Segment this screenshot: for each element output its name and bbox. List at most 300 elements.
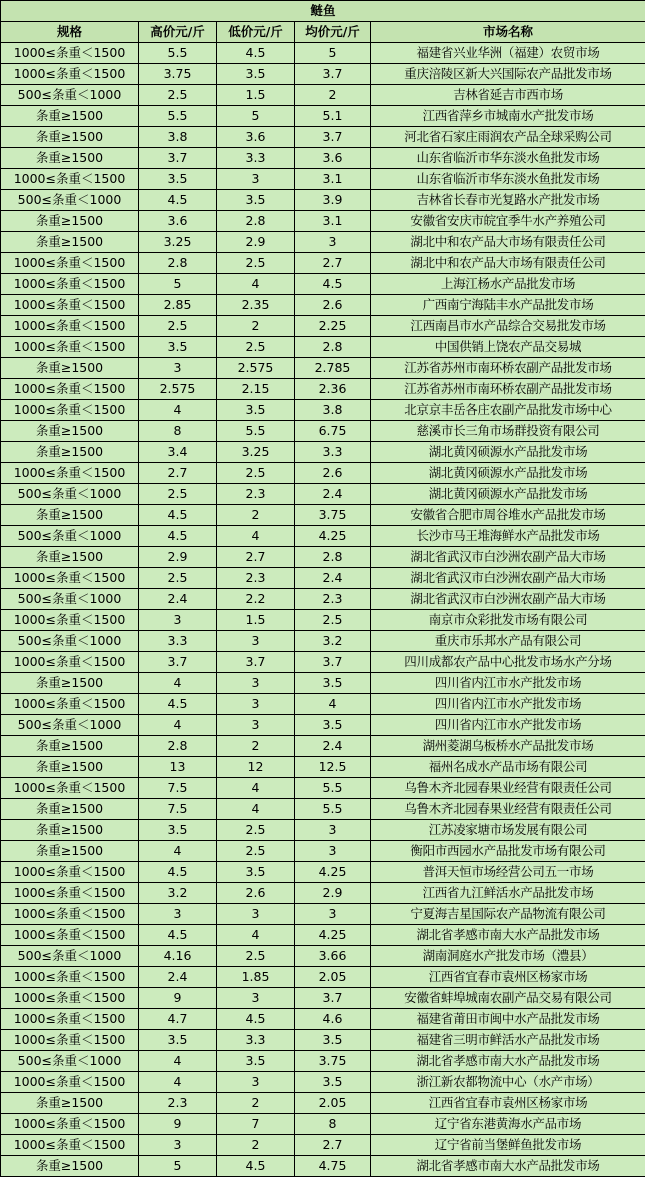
cell-market-name: 乌鲁木齐北园春果业经营有限责任公司: [371, 778, 645, 799]
cell-spec: 1000≤条重＜1500: [1, 379, 139, 400]
cell-market-name: 上海江杨水产品批发市场: [371, 274, 645, 295]
cell-avg-price: 2.4: [295, 484, 371, 505]
cell-avg-price: 3.5: [295, 1030, 371, 1051]
cell-market-name: 辽宁省东港黄海水产品市场: [371, 1114, 645, 1135]
cell-high-price: 4: [139, 673, 217, 694]
cell-low-price: 1.5: [217, 610, 295, 631]
cell-high-price: 4.5: [139, 862, 217, 883]
table-row: [1, 337, 645, 358]
cell-low-price: 2.5: [217, 463, 295, 484]
cell-high-price: 8: [139, 421, 217, 442]
cell-market-name: 湖北省武汉市白沙洲农副产品大市场: [371, 547, 645, 568]
cell-avg-price: 3.1: [295, 169, 371, 190]
cell-avg-price: 2.6: [295, 463, 371, 484]
cell-market-name: 四川省内江市水产批发市场: [371, 715, 645, 736]
table-row: [1, 631, 645, 652]
cell-market-name: 河北省石家庄雨润农产品全球采购公司: [371, 127, 645, 148]
table-row: [1, 757, 645, 778]
table-row: [1, 442, 645, 463]
cell-avg-price: 4.25: [295, 862, 371, 883]
cell-high-price: 4: [139, 715, 217, 736]
cell-spec: 1000≤条重＜1500: [1, 568, 139, 589]
cell-low-price: 2.3: [217, 568, 295, 589]
cell-market-name: 普洱天恒市场经营公司五一市场: [371, 862, 645, 883]
cell-market-name: 四川省内江市水产批发市场: [371, 694, 645, 715]
cell-avg-price: 2: [295, 85, 371, 106]
cell-high-price: 3.7: [139, 148, 217, 169]
table-row: [1, 988, 645, 1009]
cell-avg-price: 3.5: [295, 673, 371, 694]
table-row: [1, 106, 645, 127]
cell-low-price: 3: [217, 631, 295, 652]
cell-spec: 500≤条重＜1000: [1, 484, 139, 505]
cell-market-name: 南京市众彩批发市场有限公司: [371, 610, 645, 631]
cell-spec: 1000≤条重＜1500: [1, 925, 139, 946]
cell-spec: 1000≤条重＜1500: [1, 862, 139, 883]
cell-high-price: 4.5: [139, 694, 217, 715]
cell-avg-price: 2.25: [295, 316, 371, 337]
cell-low-price: 2.5: [217, 253, 295, 274]
cell-market-name: 四川省内江市水产批发市场: [371, 673, 645, 694]
cell-low-price: 3: [217, 715, 295, 736]
cell-spec: 条重≥1500: [1, 736, 139, 757]
cell-market-name: 江苏省苏州市南环桥农副产品批发市场: [371, 379, 645, 400]
cell-high-price: 3.5: [139, 169, 217, 190]
cell-high-price: 4: [139, 1072, 217, 1093]
table-row: [1, 883, 645, 904]
cell-market-name: 重庆涪陵区新大兴国际农产品批发市场: [371, 64, 645, 85]
cell-market-name: 广西南宁海陆丰水产品批发市场: [371, 295, 645, 316]
table-row: [1, 694, 645, 715]
cell-low-price: 2.8: [217, 211, 295, 232]
table-row: [1, 799, 645, 820]
cell-spec: 条重≥1500: [1, 358, 139, 379]
cell-avg-price: 2.7: [295, 1135, 371, 1156]
cell-market-name: 浙江新农都物流中心（水产市场）: [371, 1072, 645, 1093]
cell-market-name: 湖北省孝感市南大水产品批发市场: [371, 1051, 645, 1072]
cell-market-name: 重庆市乐邦水产品有限公司: [371, 631, 645, 652]
cell-high-price: 2.575: [139, 379, 217, 400]
cell-avg-price: 3.66: [295, 946, 371, 967]
cell-avg-price: 3.75: [295, 1051, 371, 1072]
cell-market-name: 福州名成水产品市场有限公司: [371, 757, 645, 778]
cell-high-price: 4.5: [139, 925, 217, 946]
cell-spec: 1000≤条重＜1500: [1, 883, 139, 904]
cell-low-price: 3.5: [217, 64, 295, 85]
cell-avg-price: 5.1: [295, 106, 371, 127]
header-low-price: 低价元/斤: [217, 22, 295, 43]
cell-low-price: 4.5: [217, 1156, 295, 1177]
cell-avg-price: 3.2: [295, 631, 371, 652]
table-row: [1, 652, 645, 673]
cell-high-price: 7.5: [139, 799, 217, 820]
cell-high-price: 4.5: [139, 505, 217, 526]
cell-avg-price: 3: [295, 904, 371, 925]
cell-spec: 条重≥1500: [1, 505, 139, 526]
cell-market-name: 宁夏海吉星国际农产品物流有限公司: [371, 904, 645, 925]
table-row: [1, 904, 645, 925]
cell-avg-price: 2.05: [295, 967, 371, 988]
table-row: [1, 1030, 645, 1051]
cell-avg-price: 3.5: [295, 715, 371, 736]
cell-spec: 1000≤条重＜1500: [1, 169, 139, 190]
cell-avg-price: 2.36: [295, 379, 371, 400]
cell-high-price: 2.5: [139, 568, 217, 589]
cell-spec: 1000≤条重＜1500: [1, 64, 139, 85]
cell-market-name: 衡阳市西园水产品批发市场有限公司: [371, 841, 645, 862]
cell-avg-price: 3: [295, 841, 371, 862]
cell-high-price: 13: [139, 757, 217, 778]
table-row: [1, 211, 645, 232]
cell-high-price: 2.7: [139, 463, 217, 484]
table-row: [1, 673, 645, 694]
cell-high-price: 2.3: [139, 1093, 217, 1114]
cell-spec: 1000≤条重＜1500: [1, 988, 139, 1009]
cell-market-name: 山东省临沂市华东淡水鱼批发市场: [371, 169, 645, 190]
cell-low-price: 2: [217, 1135, 295, 1156]
table-row: [1, 1156, 645, 1177]
cell-high-price: 5.5: [139, 106, 217, 127]
table-row: [1, 85, 645, 106]
cell-spec: 条重≥1500: [1, 421, 139, 442]
cell-low-price: 2.2: [217, 589, 295, 610]
title-row: [1, 1, 645, 22]
cell-market-name: 湖北省武汉市白沙洲农副产品大市场: [371, 589, 645, 610]
table-row: [1, 946, 645, 967]
cell-low-price: 5.5: [217, 421, 295, 442]
cell-spec: 1000≤条重＜1500: [1, 43, 139, 64]
cell-avg-price: 3.1: [295, 211, 371, 232]
cell-high-price: 4: [139, 400, 217, 421]
cell-spec: 1000≤条重＜1500: [1, 400, 139, 421]
cell-market-name: 湖北黄冈硕源水产品批发市场: [371, 463, 645, 484]
cell-low-price: 3: [217, 673, 295, 694]
cell-market-name: 吉林省延吉市西市场: [371, 85, 645, 106]
cell-high-price: 9: [139, 1114, 217, 1135]
cell-spec: 500≤条重＜1000: [1, 1051, 139, 1072]
cell-high-price: 4.5: [139, 190, 217, 211]
cell-avg-price: 3: [295, 232, 371, 253]
table-row: [1, 1114, 645, 1135]
cell-market-name: 中国供销上饶农产品交易城: [371, 337, 645, 358]
table-row: [1, 1072, 645, 1093]
table-row: [1, 505, 645, 526]
cell-spec: 条重≥1500: [1, 232, 139, 253]
cell-avg-price: 2.8: [295, 337, 371, 358]
table-row: [1, 421, 645, 442]
cell-high-price: 3.4: [139, 442, 217, 463]
header-spec: 规格: [1, 22, 139, 43]
cell-low-price: 2.3: [217, 484, 295, 505]
cell-high-price: 3.6: [139, 211, 217, 232]
cell-spec: 500≤条重＜1000: [1, 589, 139, 610]
cell-high-price: 3.8: [139, 127, 217, 148]
table-row: [1, 232, 645, 253]
cell-low-price: 1.85: [217, 967, 295, 988]
cell-spec: 条重≥1500: [1, 547, 139, 568]
cell-high-price: 3: [139, 610, 217, 631]
cell-spec: 1000≤条重＜1500: [1, 1114, 139, 1135]
cell-low-price: 2.5: [217, 820, 295, 841]
cell-high-price: 2.85: [139, 295, 217, 316]
cell-avg-price: 3.8: [295, 400, 371, 421]
cell-low-price: 2: [217, 736, 295, 757]
table-row: [1, 589, 645, 610]
cell-spec: 1000≤条重＜1500: [1, 1135, 139, 1156]
table-row: [1, 1093, 645, 1114]
table-row: [1, 820, 645, 841]
cell-avg-price: 2.05: [295, 1093, 371, 1114]
cell-avg-price: 2.6: [295, 295, 371, 316]
cell-low-price: 4: [217, 799, 295, 820]
cell-spec: 1000≤条重＜1500: [1, 337, 139, 358]
cell-market-name: 江苏凌家塘市场发展有限公司: [371, 820, 645, 841]
table-row: [1, 295, 645, 316]
cell-spec: 500≤条重＜1000: [1, 715, 139, 736]
cell-high-price: 2.8: [139, 736, 217, 757]
header-row: [1, 22, 645, 43]
cell-spec: 1000≤条重＜1500: [1, 1009, 139, 1030]
cell-low-price: 3: [217, 1072, 295, 1093]
cell-avg-price: 3.9: [295, 190, 371, 211]
cell-high-price: 2.4: [139, 589, 217, 610]
cell-avg-price: 5.5: [295, 799, 371, 820]
cell-high-price: 4.16: [139, 946, 217, 967]
cell-avg-price: 3.7: [295, 127, 371, 148]
cell-high-price: 3.75: [139, 64, 217, 85]
cell-market-name: 福建省三明市鲜活水产品批发市场: [371, 1030, 645, 1051]
table-row: [1, 1051, 645, 1072]
cell-spec: 1000≤条重＜1500: [1, 610, 139, 631]
cell-high-price: 7.5: [139, 778, 217, 799]
cell-high-price: 5: [139, 274, 217, 295]
cell-market-name: 山东省临沂市华东淡水鱼批发市场: [371, 148, 645, 169]
cell-market-name: 北京京丰岳各庄农副产品批发市场中心: [371, 400, 645, 421]
cell-high-price: 4.7: [139, 1009, 217, 1030]
cell-spec: 1000≤条重＜1500: [1, 1072, 139, 1093]
cell-high-price: 9: [139, 988, 217, 1009]
cell-low-price: 3.5: [217, 190, 295, 211]
cell-market-name: 安徽省安庆市皖宜季牛水产养殖公司: [371, 211, 645, 232]
table-row: [1, 736, 645, 757]
cell-low-price: 4: [217, 778, 295, 799]
cell-low-price: 2.7: [217, 547, 295, 568]
cell-low-price: 4: [217, 925, 295, 946]
cell-high-price: 3.7: [139, 652, 217, 673]
cell-avg-price: 4.25: [295, 925, 371, 946]
cell-low-price: 4: [217, 274, 295, 295]
cell-spec: 1000≤条重＜1500: [1, 694, 139, 715]
table-row: [1, 862, 645, 883]
cell-spec: 500≤条重＜1000: [1, 526, 139, 547]
cell-market-name: 湖北中和农产品大市场有限责任公司: [371, 253, 645, 274]
cell-spec: 500≤条重＜1000: [1, 85, 139, 106]
cell-high-price: 4: [139, 1051, 217, 1072]
cell-spec: 条重≥1500: [1, 127, 139, 148]
cell-avg-price: 5.5: [295, 778, 371, 799]
cell-market-name: 福建省兴业华洲（福建）农贸市场: [371, 43, 645, 64]
cell-low-price: 3.6: [217, 127, 295, 148]
cell-low-price: 3.3: [217, 148, 295, 169]
cell-avg-price: 3.7: [295, 652, 371, 673]
cell-low-price: 2.6: [217, 883, 295, 904]
cell-spec: 1000≤条重＜1500: [1, 274, 139, 295]
table-body: [1, 43, 645, 1177]
cell-high-price: 2.8: [139, 253, 217, 274]
table-row: [1, 253, 645, 274]
cell-market-name: 湖北黄冈硕源水产品批发市场: [371, 442, 645, 463]
cell-spec: 1000≤条重＜1500: [1, 967, 139, 988]
cell-market-name: 江西省宜春市袁州区杨家市场: [371, 967, 645, 988]
cell-low-price: 4: [217, 526, 295, 547]
cell-low-price: 2: [217, 316, 295, 337]
cell-spec: 1000≤条重＜1500: [1, 253, 139, 274]
cell-spec: 条重≥1500: [1, 1156, 139, 1177]
table-row: [1, 1135, 645, 1156]
cell-high-price: 3.25: [139, 232, 217, 253]
cell-market-name: 长沙市马王堆海鲜水产品批发市场: [371, 526, 645, 547]
cell-market-name: 福建省莆田市闽中水产品批发市场: [371, 1009, 645, 1030]
cell-high-price: 2.5: [139, 85, 217, 106]
cell-low-price: 4.5: [217, 43, 295, 64]
cell-market-name: 吉林省长春市光复路水产批发市场: [371, 190, 645, 211]
cell-low-price: 2: [217, 1093, 295, 1114]
cell-avg-price: 3.7: [295, 988, 371, 1009]
cell-market-name: 慈溪市长三角市场群投资有限公司: [371, 421, 645, 442]
header-high-price: 高价元/斤: [139, 22, 217, 43]
table-row: [1, 274, 645, 295]
cell-high-price: 4: [139, 841, 217, 862]
cell-low-price: 1.5: [217, 85, 295, 106]
cell-avg-price: 3.5: [295, 1072, 371, 1093]
cell-avg-price: 4.6: [295, 1009, 371, 1030]
cell-market-name: 乌鲁木齐北园春果业经营有限责任公司: [371, 799, 645, 820]
cell-high-price: 2.5: [139, 484, 217, 505]
cell-low-price: 3.25: [217, 442, 295, 463]
table-row: [1, 778, 645, 799]
cell-low-price: 2.35: [217, 295, 295, 316]
cell-low-price: 2.5: [217, 337, 295, 358]
cell-avg-price: 4: [295, 694, 371, 715]
cell-high-price: 2.4: [139, 967, 217, 988]
cell-avg-price: 2.7: [295, 253, 371, 274]
table-row: [1, 715, 645, 736]
cell-avg-price: 2.4: [295, 568, 371, 589]
cell-low-price: 2.5: [217, 841, 295, 862]
cell-avg-price: 2.5: [295, 610, 371, 631]
table-row: [1, 841, 645, 862]
table-row: [1, 463, 645, 484]
cell-spec: 条重≥1500: [1, 442, 139, 463]
cell-spec: 1000≤条重＜1500: [1, 316, 139, 337]
cell-market-name: 湖州菱湖乌板桥水产品批发市场: [371, 736, 645, 757]
cell-spec: 1000≤条重＜1500: [1, 904, 139, 925]
table-row: [1, 43, 645, 64]
cell-market-name: 安徽省蚌埠城南农副产品交易有限公司: [371, 988, 645, 1009]
cell-high-price: 3.5: [139, 820, 217, 841]
cell-market-name: 湖南洞庭水产批发市场（澧县）: [371, 946, 645, 967]
cell-spec: 条重≥1500: [1, 799, 139, 820]
cell-market-name: 江西南昌市水产品综合交易批发市场: [371, 316, 645, 337]
cell-spec: 500≤条重＜1000: [1, 631, 139, 652]
cell-avg-price: 5: [295, 43, 371, 64]
cell-market-name: 江苏省苏州市南环桥农副产品批发市场: [371, 358, 645, 379]
cell-market-name: 湖北省武汉市白沙洲农副产品大市场: [371, 568, 645, 589]
cell-market-name: 江西省宜春市袁州区杨家市场: [371, 1093, 645, 1114]
cell-low-price: 3.5: [217, 862, 295, 883]
cell-spec: 条重≥1500: [1, 757, 139, 778]
cell-spec: 条重≥1500: [1, 673, 139, 694]
cell-low-price: 3.5: [217, 1051, 295, 1072]
table-row: [1, 148, 645, 169]
cell-high-price: 3.3: [139, 631, 217, 652]
cell-market-name: 辽宁省前当堡鲜鱼批发市场: [371, 1135, 645, 1156]
cell-avg-price: 3: [295, 820, 371, 841]
cell-spec: 条重≥1500: [1, 106, 139, 127]
cell-spec: 1000≤条重＜1500: [1, 652, 139, 673]
cell-high-price: 5.5: [139, 43, 217, 64]
table-row: [1, 400, 645, 421]
table-row: [1, 568, 645, 589]
cell-avg-price: 2.785: [295, 358, 371, 379]
cell-market-name: 湖北省孝感市南大水产品批发市场: [371, 1156, 645, 1177]
table-row: [1, 316, 645, 337]
table-title: 鲢鱼: [1, 1, 645, 22]
cell-high-price: 3: [139, 1135, 217, 1156]
cell-avg-price: 3.6: [295, 148, 371, 169]
cell-spec: 1000≤条重＜1500: [1, 295, 139, 316]
table-row: [1, 190, 645, 211]
cell-spec: 条重≥1500: [1, 211, 139, 232]
cell-low-price: 2.9: [217, 232, 295, 253]
cell-high-price: 3.2: [139, 883, 217, 904]
cell-market-name: 四川成都农产品中心批发市场水产分场: [371, 652, 645, 673]
cell-high-price: 2.5: [139, 316, 217, 337]
cell-low-price: 2.15: [217, 379, 295, 400]
table-row: [1, 526, 645, 547]
cell-market-name: 湖北黄冈硕源水产品批发市场: [371, 484, 645, 505]
cell-avg-price: 2.3: [295, 589, 371, 610]
cell-low-price: 4.5: [217, 1009, 295, 1030]
cell-low-price: 5: [217, 106, 295, 127]
cell-spec: 条重≥1500: [1, 841, 139, 862]
cell-low-price: 3: [217, 904, 295, 925]
cell-spec: 500≤条重＜1000: [1, 190, 139, 211]
cell-spec: 条重≥1500: [1, 148, 139, 169]
cell-low-price: 12: [217, 757, 295, 778]
cell-avg-price: 2.8: [295, 547, 371, 568]
cell-low-price: 3: [217, 169, 295, 190]
cell-market-name: 江西省萍乡市城南水产批发市场: [371, 106, 645, 127]
table-row: [1, 925, 645, 946]
cell-avg-price: 2.9: [295, 883, 371, 904]
cell-avg-price: 3.75: [295, 505, 371, 526]
cell-low-price: 3.3: [217, 1030, 295, 1051]
cell-avg-price: 6.75: [295, 421, 371, 442]
cell-low-price: 7: [217, 1114, 295, 1135]
table-row: [1, 1009, 645, 1030]
cell-low-price: 2.5: [217, 946, 295, 967]
table-row: [1, 610, 645, 631]
cell-avg-price: 3.7: [295, 64, 371, 85]
cell-high-price: 4.5: [139, 526, 217, 547]
cell-avg-price: 2.4: [295, 736, 371, 757]
table-row: [1, 127, 645, 148]
cell-low-price: 3.7: [217, 652, 295, 673]
table-row: [1, 169, 645, 190]
cell-high-price: 2.9: [139, 547, 217, 568]
cell-low-price: 3.5: [217, 400, 295, 421]
